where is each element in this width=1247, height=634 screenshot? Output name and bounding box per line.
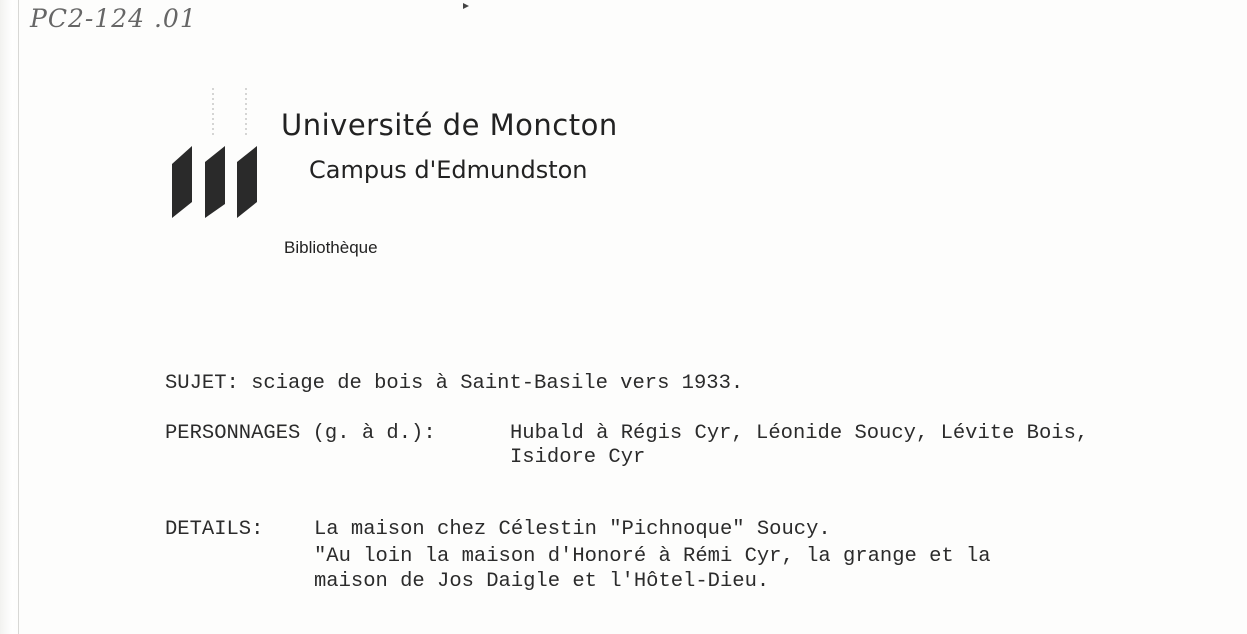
scan-mark	[462, 2, 470, 10]
university-logo-icon	[170, 88, 262, 222]
university-name: Université de Moncton	[281, 108, 618, 142]
people-line-2: Isidore Cyr	[510, 446, 646, 469]
details-line-2: "Au loin la maison d'Honoré à Rémi Cyr, la grange et la	[314, 545, 991, 568]
scan-edge	[0, 0, 20, 634]
campus-name: Campus d'Edmundston	[309, 156, 588, 184]
details-label: DETAILS:	[165, 518, 264, 541]
department-name: Bibliothèque	[284, 238, 378, 257]
scan-border-line	[18, 0, 19, 634]
details-line-1: La maison chez Célestin "Pichnoque" Soucy.	[314, 518, 831, 541]
subject-line: SUJET: sciage de bois à Saint-Basile vers 1933.	[165, 372, 744, 395]
handwritten-reference: PC2-124 .01	[30, 4, 197, 33]
people-label: PERSONNAGES (g. à d.):	[165, 422, 436, 445]
people-line-1: Hubald à Régis Cyr, Léonide Soucy, Lévite Bois,	[510, 422, 1089, 445]
details-line-3: maison de Jos Daigle et l'Hôtel-Dieu.	[314, 570, 770, 593]
